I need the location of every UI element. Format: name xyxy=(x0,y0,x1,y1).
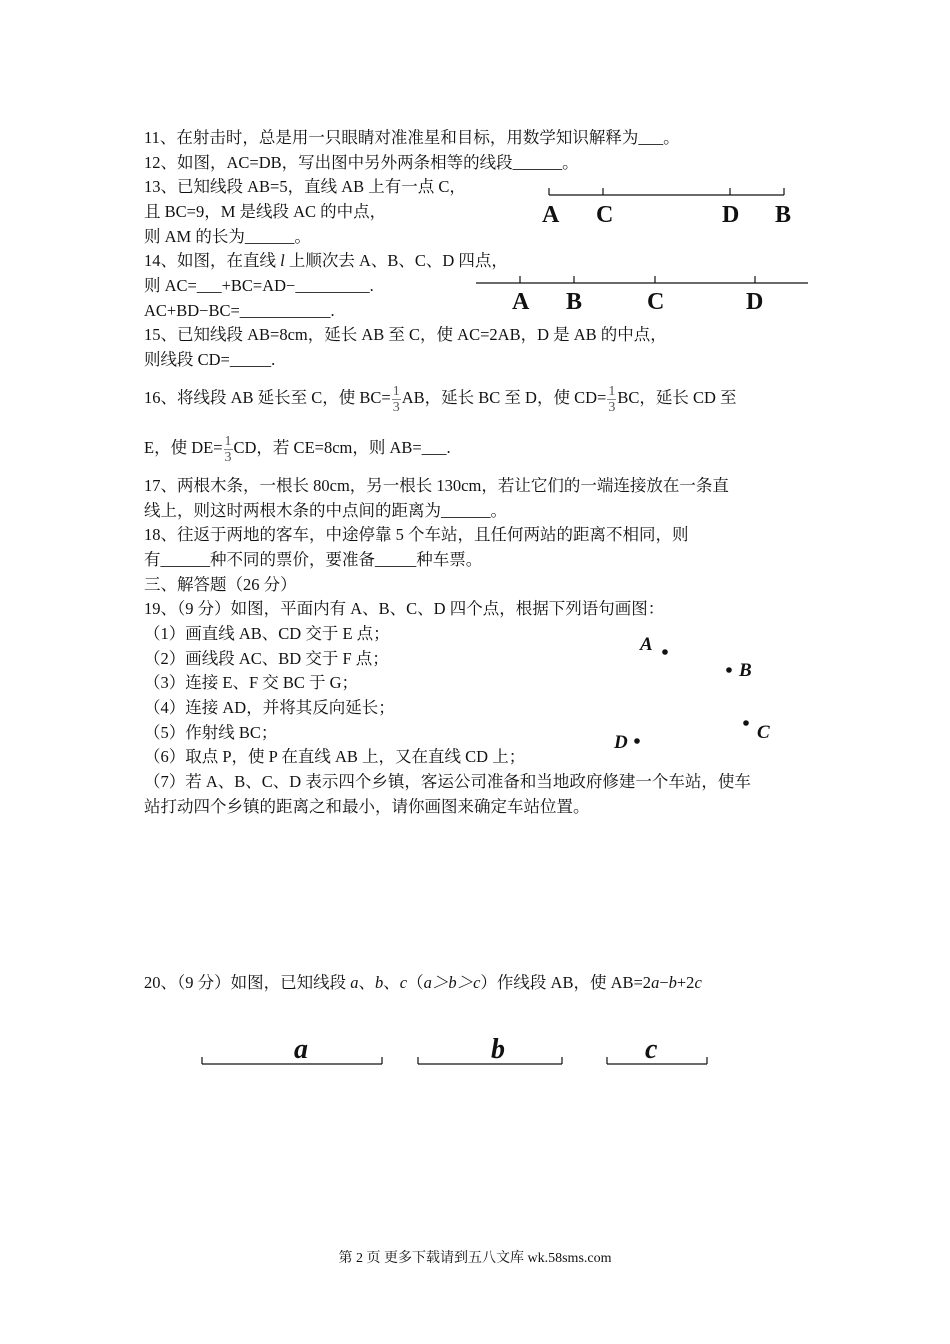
fig13-label-d: D xyxy=(722,202,740,228)
point-a xyxy=(662,649,668,655)
question-13-line2: 且 BC=9，M 是线段 AC 的中点， xyxy=(144,202,387,221)
figure-13-segment xyxy=(549,188,784,195)
fraction-one-third: $\frac{1}{3}$ xyxy=(392,383,400,415)
question-19-step2: （2）画线段 AC、BD 交于 F 点； xyxy=(144,649,389,668)
question-19-step7-line1: （7）若 A、B、C、D 表示四个乡镇，客运公司准备和当地政府修建一个车站，使车 xyxy=(144,772,751,791)
fig14-label-a: A xyxy=(512,289,530,315)
fig19-label-a: A xyxy=(640,634,653,655)
question-18-line1: 18、往返于两地的客车，中途停靠 5 个车站，且任何两站的距离不相同，则 xyxy=(144,525,689,544)
question-16-line2: E，使 DE= $\frac{1}{3}$ CD，若 CE=8cm，则 AB=___. xyxy=(144,433,451,465)
question-15-line1: 15、已知线段 AB=8cm，延长 AB 至 C，使 AC=2AB，D 是 AB 的中点， xyxy=(144,325,667,344)
question-19-step3: （3）连接 E、F 交 BC 于 G； xyxy=(144,673,359,692)
question-17-line2: 线上，则这时两根木条的中点间的距离为______。 xyxy=(144,501,507,520)
question-13-line1: 13、已知线段 AB=5，直线 AB 上有一点 C， xyxy=(144,177,466,196)
question-16-line1: 16、将线段 AB 延长至 C，使 BC= $\frac{1}{3}$ AB，延长 BC 至 D，使 CD= $\frac{1}{3}$ BC，延长 CD 至 xyxy=(144,383,737,415)
question-17-line1: 17、两根木条，一根长 80cm，另一根长 130cm，若让它们的一端连接放在一条直 xyxy=(144,476,729,495)
question-14-line2: 则 AC=___+BC=AD−_________. xyxy=(144,276,374,295)
fraction-one-third: $\frac{1}{3}$ xyxy=(608,383,616,415)
fig13-label-b: B xyxy=(775,202,792,228)
question-19-step5: （5）作射线 BC； xyxy=(144,723,278,742)
question-19-step1: （1）画直线 AB、CD 交于 E 点； xyxy=(144,624,390,643)
question-19-step7-line2: 站打动四个乡镇的距离之和最小，请你画图来确定车站位置。 xyxy=(144,797,590,816)
figure-20-segments xyxy=(202,1057,707,1064)
question-19-step6: （6）取点 P，使 P 在直线 AB 上，又在直线 CD 上； xyxy=(144,747,526,766)
question-11: 11、在射击时，总是用一只眼睛对准准星和目标，用数学知识解释为___。 xyxy=(144,128,680,147)
figure-19-points xyxy=(634,649,749,744)
page-footer: 第 2 页 更多下载请到五八文库 wk.58sms.com xyxy=(338,1251,612,1266)
point-c xyxy=(743,720,749,726)
question-19-intro: 19、（9 分）如图，平面内有 A、B、C、D 四个点，根据下列语句画图： xyxy=(144,599,665,618)
fig19-label-d: D xyxy=(614,732,628,753)
fig20-label-a: a xyxy=(294,1034,308,1065)
fig20-label-c: c xyxy=(645,1034,658,1065)
fig19-label-c: C xyxy=(757,722,770,743)
question-14-line1: 14、如图，在直线 l 上顺次去 A、B、C、D 四点， xyxy=(144,251,508,270)
variable-l: l xyxy=(280,251,285,270)
section-3-heading: 三、解答题（26 分） xyxy=(144,575,297,594)
point-d xyxy=(634,738,640,744)
question-20: 20、（9 分）如图，已知线段 a、b、c（a＞b＞c）作线段 AB，使 AB=2a−b+2c xyxy=(144,973,702,992)
fraction-one-third: $\frac{1}{3}$ xyxy=(224,433,232,465)
question-19-step4: （4）连接 AD，并将其反向延长； xyxy=(144,698,395,717)
figure-14-line xyxy=(476,276,808,283)
question-15-line2: 则线段 CD=_____. xyxy=(144,350,276,369)
question-13-line3: 则 AM 的长为______。 xyxy=(144,227,311,246)
fig20-label-b: b xyxy=(491,1034,505,1065)
point-b xyxy=(726,667,732,673)
fig13-label-c: C xyxy=(596,202,614,228)
question-12: 12、如图，AC=DB，写出图中另外两条相等的线段______。 xyxy=(144,153,579,172)
fig14-label-b: B xyxy=(566,289,583,315)
fig14-label-c: C xyxy=(647,289,665,315)
fig19-label-b: B xyxy=(739,660,752,681)
question-18-line2: 有______种不同的票价，要准备_____种车票。 xyxy=(144,550,483,569)
question-14-line3: AC+BD−BC=___________. xyxy=(144,301,335,320)
fig14-label-d: D xyxy=(746,289,764,315)
fig13-label-a: A xyxy=(542,202,560,228)
